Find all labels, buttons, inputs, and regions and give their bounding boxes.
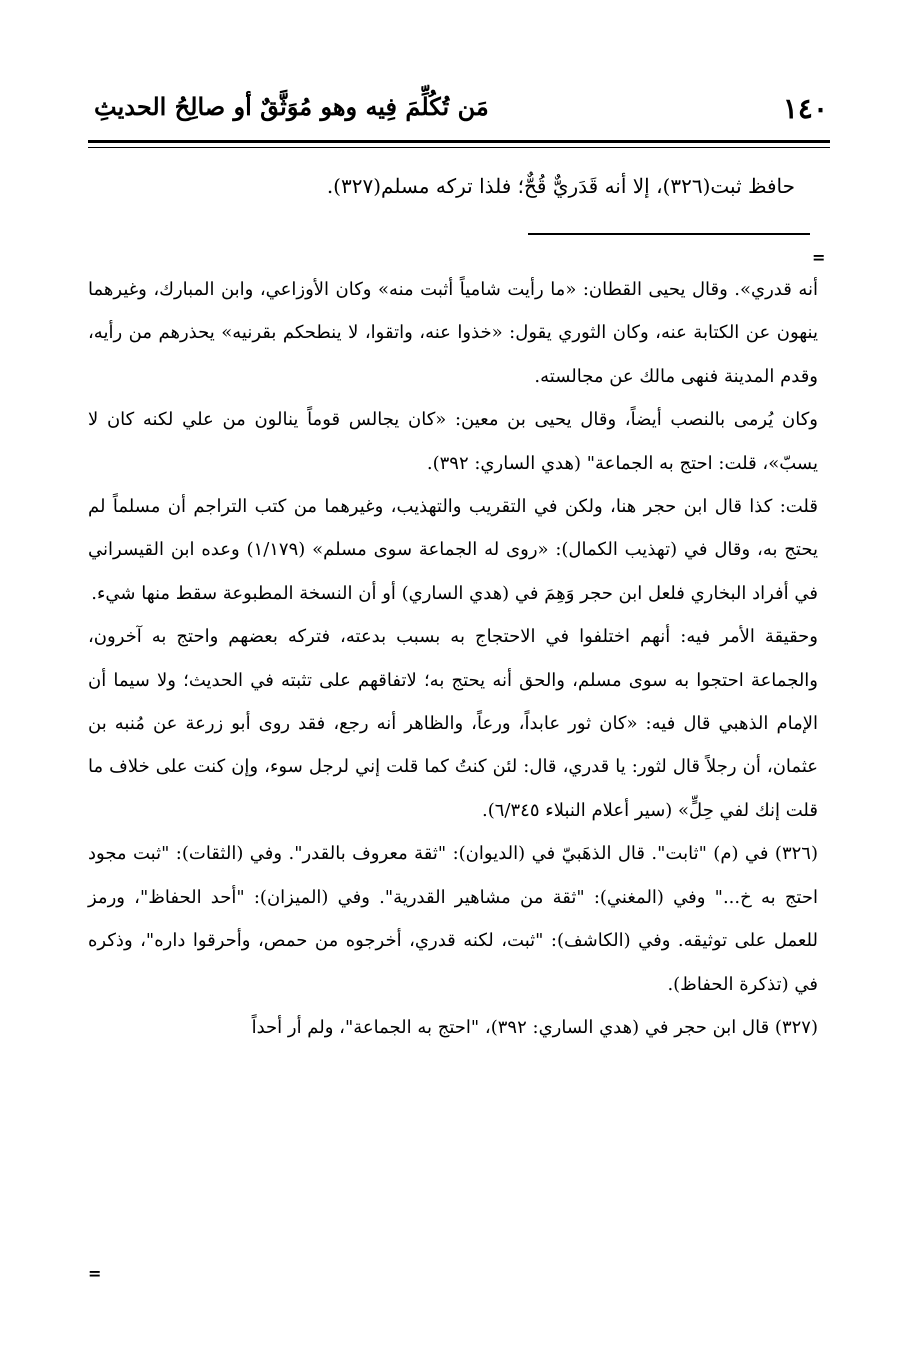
- chapter-title: مَن تُكُلِّمَ فِيه وهو مُوَثَّقٌ أو صالِحُ الحديثِ: [94, 92, 489, 121]
- note-paragraph: قلت: كذا قال ابن حجر هنا، ولكن في التقريب والتهذيب، وغيرهما من كتب التراجم أن مسلماً لم يحتج به، وقال في (تهذيب الكمال): «روى له الجماعة سوى مسلم» (١/١٧٩) وعده ابن القيسراني في أفراد البخاري فلعل ابن حجر وَهِمَ في (هدي الساري) أو أن النسخة المطبوعة سقط منها شيء.: [88, 496, 818, 604]
- continuation-mark-top: =: [812, 248, 826, 267]
- header-rule-thin: [88, 147, 830, 148]
- main-text: حافظ ثبت(٣٢٦)، إلا أنه قَدَريٌّ قُحٌّ؛ فلذا تركه مسلم(٣٢٧).: [326, 174, 795, 198]
- footnote-separator: [528, 233, 810, 235]
- page-number: ١٤٠: [782, 92, 828, 125]
- note-paragraph: وكان يُرمى بالنصب أيضاً، وقال يحيى بن معين: «كان يجالس قوماً ينالون من علي لكنه كان لا يسبّ»، قلت: احتج به الجماعة" (هدي الساري: ٣٩٢).: [88, 409, 818, 474]
- footnote-326: (٣٢٦) في (م) "ثابت". قال الذهَبيّ في (الديوان): "ثقة معروف بالقدر". وفي (الثقات): "ثبت مجود احتج به خ..." وفي (المغني): "ثقة من مشاهير القدرية". وفي (الميزان): "أحد الحفاظ"، ورمز للعمل على توثيقه. وفي (الكاشف): "ثبت، لكنه قدري، أخرجوه من حمص، وأحرقوا داره"، وذكره في (تذكرة الحفاظ).: [88, 843, 818, 995]
- running-head: [88, 92, 828, 132]
- header-rule-thick: [88, 140, 830, 143]
- footnotes: [88, 268, 818, 1049]
- note-paragraph: أنه قدري». وقال يحيى القطان: «ما رأيت شامياً أثبت منه» وكان الأوزاعي، وابن المبارك، وغيرهما ينهون عن الكتابة عنه، وكان الثوري يقول: «خذوا عنه، واتقوا، لا ينطحكم بقرنيه» يحذرهم من رأيه، وقدم المدينة فنهى مالك عن مجالسته.: [88, 279, 818, 387]
- continuation-mark-bottom: =: [88, 1264, 102, 1283]
- footnote-327: (٣٢٧) قال ابن حجر في (هدي الساري: ٣٩٢)، "احتج به الجماعة"، ولم أر أحداً: [251, 1016, 818, 1038]
- note-paragraph: وحقيقة الأمر فيه: أنهم اختلفوا في الاحتجاج به بسبب بدعته، فتركه بعضهم واحتج به آخرون، والجماعة احتجوا به سوى مسلم، والحق أنه يحتج به؛ لاتفاقهم على تثبته في الحديث؛ ولا سيما أن الإمام الذهبي قال فيه: «كان ثور عابداً، ورعاً، والظاهر أنه رجع، فقد روى أبو زرعة عن مُنبه بن عثمان، أن رجلاً قال لثور: يا قدري، قال: لئن كنتُ كما قلت إني لرجل سوء، وإن كنت على خلاف ما قلت إنك لفي حِلٍّ» (سير أعلام النبلاء ٦/٣٤٥).: [88, 626, 818, 821]
